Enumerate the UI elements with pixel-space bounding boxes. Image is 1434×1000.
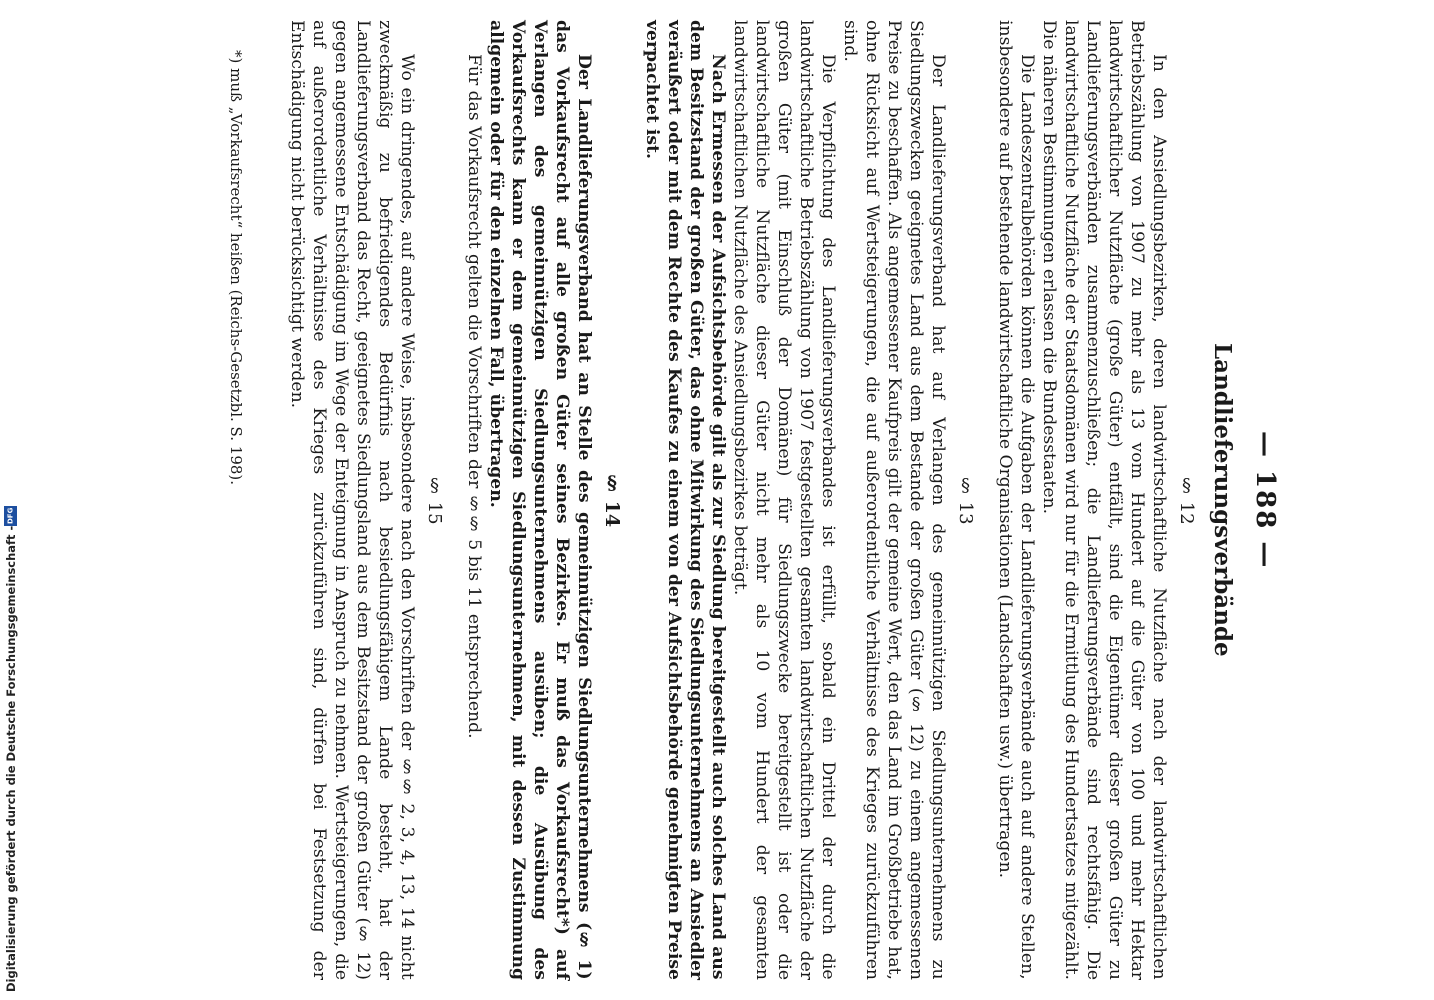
section-15-paragraph: Wo ein dringendes, auf andere Weise, insbesondere nach den Vorschriften der §§ 2, 3, 4, 13, 14 nicht zweckmäßig zu befriedigendes Bedürfnis nach besiedlungsfähigem Lande besteht, hat der Landlieferungsverband das Recht, geeignetes Siedlungsland aus dem Besitzstand der großen Güter (§ 12) gegen angemessene Entschädigung im Wege der Enteignung in Anspruch zu nehmen. Wertsteigerungen, die auf außerordentliche Verhältnisse des Krieges zurückzuführen sind, dürfen bei Festsetzung der Entschädigung nicht berücksichtigt werden. [287, 20, 417, 980]
running-head: Landlieferungsverbände [1209, 343, 1236, 657]
digitization-credit [0, 0, 22, 1000]
page-number: — 188 — [1250, 430, 1280, 570]
section-12-paragraph: Die Landeszentralbehörden können die Aufgaben der Landlieferungsverbände auch auf andere Stellen, insbesondere auf bestehende landwirtschaftliche Organisationen (Landschaften usw.) übertragen. [995, 20, 1037, 980]
credit-text: Digitalisierung gefördert durch die Deutsche Forschungsgemeinschaft - [4, 525, 18, 992]
section-12-paragraph: In den Ansiedlungsbezirken, deren landwirtschaftliche Nutzfläche nach der landwirtschaftlichen Betriebszählung von 1907 zu mehr als 13 vom Hundert auf die Güter von 100 und mehr Hektar landwirtschaftlicher Nutzfläche (große Güter) entfällt, sind die Eigentümer dieser großen Güter zu Landlieferungsverbänden zusammenzuschließen; die Landlieferungsverbände sind rechtsfähig. Die landwirtschaftliche Nutzfläche der Staatsdomänen wird nur für die Ermittlung des Hundertsatzes mitgezählt. Die näheren Bestimmungen erlassen die Bundesstaaten. [1039, 20, 1169, 980]
section-12-heading: § 12 [1176, 475, 1197, 525]
section-13-heading: § 13 [955, 475, 976, 525]
section-13-paragraph: Die Verpflichtung des Landlieferungsverbandes ist erfüllt, sobald ein Drittel der durch die landwirtschaftliche Betriebszählung von 1907 festgestellten gesamten landwirtschaftlichen Nutzfläche der großen Güter (mit Einschluß der Domänen) für Siedlungszwecke bereitgestellt ist oder die landwirtschaftliche Nutzfläche dieser Güter nicht mehr als 10 vom Hundert der gesamten landwirtschaftlichen Nutzfläche des Ansiedlungsbezirkes beträgt. [730, 20, 838, 980]
dfg-logo-icon: DFG [5, 506, 18, 526]
section-14-paragraph: Für das Vorkaufsrecht gelten die Vorschriften der §§ 5 bis 11 entsprechend. [464, 54, 484, 739]
document-page [130, 20, 1280, 980]
section-14-heading: § 14 [601, 472, 623, 528]
section-13-paragraph: Nach Ermessen der Aufsichtsbehörde gilt als zur Siedlung bereitgestellt auch solches Land aus dem Besitzstand der großen Güter, das ohne Mitwirkung des Siedlungsunternehmens an Ansiedler veräußert oder mit dem Rechte des Kaufes zu einem von der Aufsichtsbehörde genehmigten Preise verpachtet ist. [642, 20, 728, 980]
section-14-paragraph: Der Landlieferungsverband hat an Stelle des gemeinnützigen Siedlungsunternehmens (§ 1) das Vorkaufsrecht auf alle großen Güter seines Bezirkes. Er muß das Vorkaufsrecht*) auf Verlangen des gemeinnützigen Siedlungsunternehmens ausüben; die Ausübung des Vorkaufsrechts kann er dem gemeinnützigen Siedlungsunternehmen, mit dessen Zustimmung allgemein oder für den einzelnen Fall, übertragen. [486, 20, 594, 980]
section-15-heading: § 15 [424, 475, 445, 525]
section-13-paragraph: Der Landlieferungsverband hat auf Verlangen des gemeinnützigen Siedlungsunternehmens zu Siedlungszwecken geeignetes Land aus dem Bestande der großen Güter (§ 12) zu einem angemessenen Preise zu beschaffen. Als angemessener Kaufpreis gilt der gemeine Wert, den das Land im Großbetriebe hat, ohne Rücksicht auf Wertsteigerungen, die auf außerordentliche Verhältnisse des Krieges zurückzuführen sind. [840, 20, 948, 980]
footnote: *) muß „Vorkaufsrecht“ heißen (Reichs-Gesetzbl. S. 198). [227, 50, 245, 486]
